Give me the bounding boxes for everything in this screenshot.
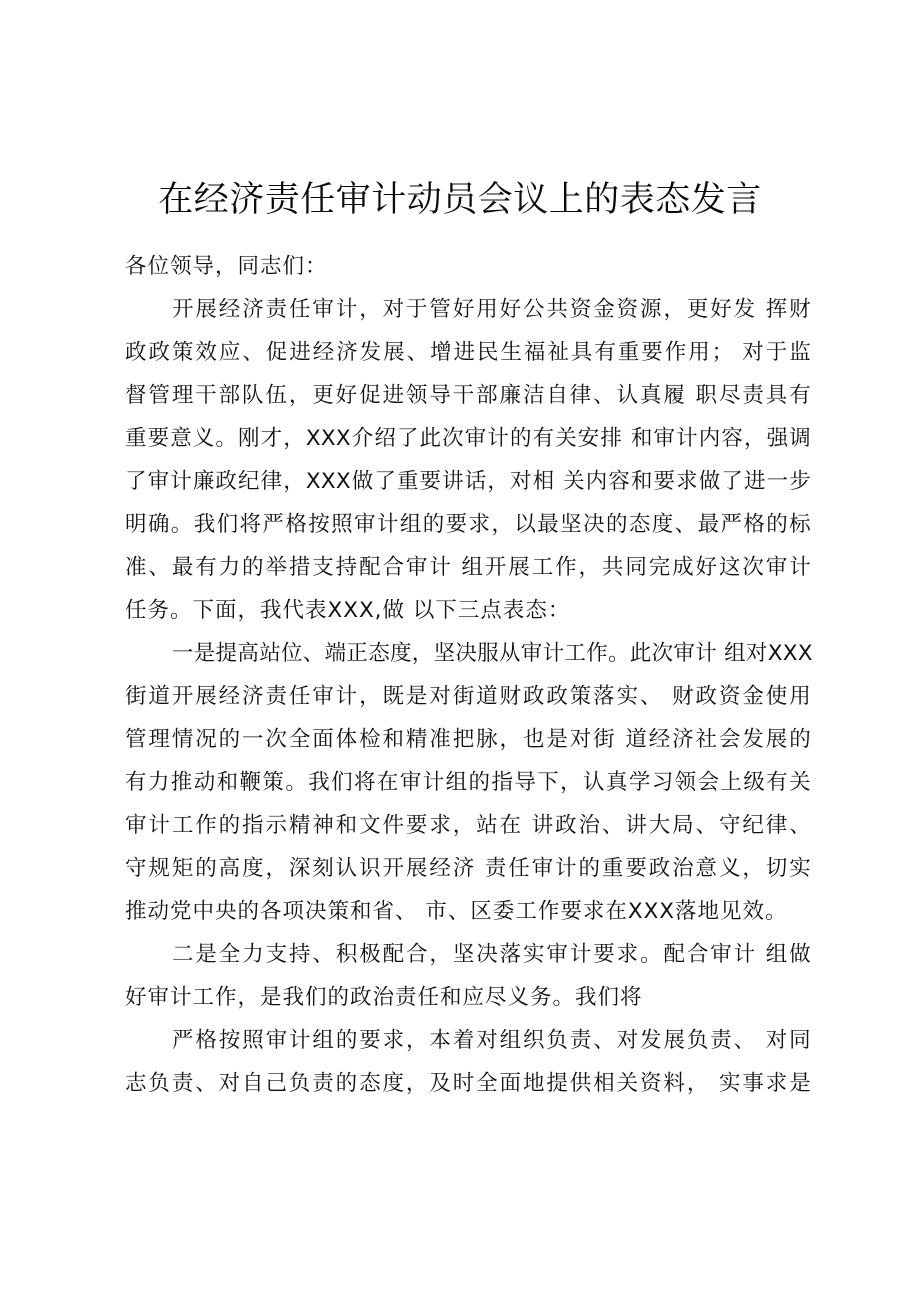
paragraph-1-line-6: 明确。我们将严格按照审计组的要求，以最坚决的态度、最严格的标 [125, 512, 811, 537]
paragraph-2-line-5: 审计工作的指示精神和文件要求，站在 讲政治、讲大局、守纪律、 [125, 813, 811, 838]
paragraph-1-line-8: 任务。下面，我代表XXX,做 以下三点表态： [125, 598, 571, 623]
paragraph-1-line-4: 重要意义。刚才，XXX介绍了此次审计的有关安排 和审计内容，强调 [125, 426, 811, 451]
paragraph-2-line-3: 管理情况的一次全面体检和精准把脉，也是对街 道经济社会发展的 [125, 727, 811, 752]
paragraph-4-line-2: 志负责、对自己负责的态度，及时全面地提供相关资料， 实事求是 [125, 1071, 811, 1096]
paragraph-2-line-7: 推动党中央的各项决策和省、 市、区委工作要求在XXX落地见效。 [125, 899, 788, 924]
paragraph-1-line-7: 准、最有力的举措支持配合审计 组开展工作，共同完成好这次审计 [125, 555, 811, 580]
paragraph-2-line-6: 守规矩的高度，深刻认识开展经济 责任审计的重要政治意义，切实 [125, 856, 811, 881]
paragraph-1-line-1: 开展经济责任审计，对于管好用好公共资金资源，更好发 挥财 [172, 297, 811, 322]
paragraph-1-line-5: 了审计廉政纪律，XXX做了重要讲话，对相 关内容和要求做了进一步 [125, 469, 811, 494]
paragraph-3-line-1: 二是全力支持、积极配合，坚决落实审计要求。配合审计 组做 [172, 942, 811, 967]
paragraph-2-line-4: 有力推动和鞭策。我们将在审计组的指导下，认真学习领会上级有关 [125, 770, 811, 795]
paragraph-4-line-1: 严格按照审计组的要求，本着对组织负责、对发展负责、 对同 [172, 1028, 811, 1053]
paragraph-2-line-1: 一是提高站位、端正态度，坚决服从审计工作。此次审计 组对XXX [172, 641, 813, 666]
paragraph-3-line-2: 好审计工作，是我们的政治责任和应尽义务。我们将 [125, 985, 643, 1010]
salutation-line: 各位领导，同志们： [125, 254, 328, 279]
paragraph-1-line-2: 政政策效应、促进经济发展、增进民生福祉具有重要作用； 对于监 [125, 340, 811, 365]
paragraph-1-line-3: 督管理干部队伍，更好促进领导干部廉洁自律、认真履 职尽责具有 [125, 383, 811, 408]
document-title: 在经济责任审计动员会议上的表态发言 [158, 180, 762, 220]
paragraph-2-line-2: 街道开展经济责任审计，既是对街道财政政策落实、 财政资金使用 [125, 684, 811, 709]
